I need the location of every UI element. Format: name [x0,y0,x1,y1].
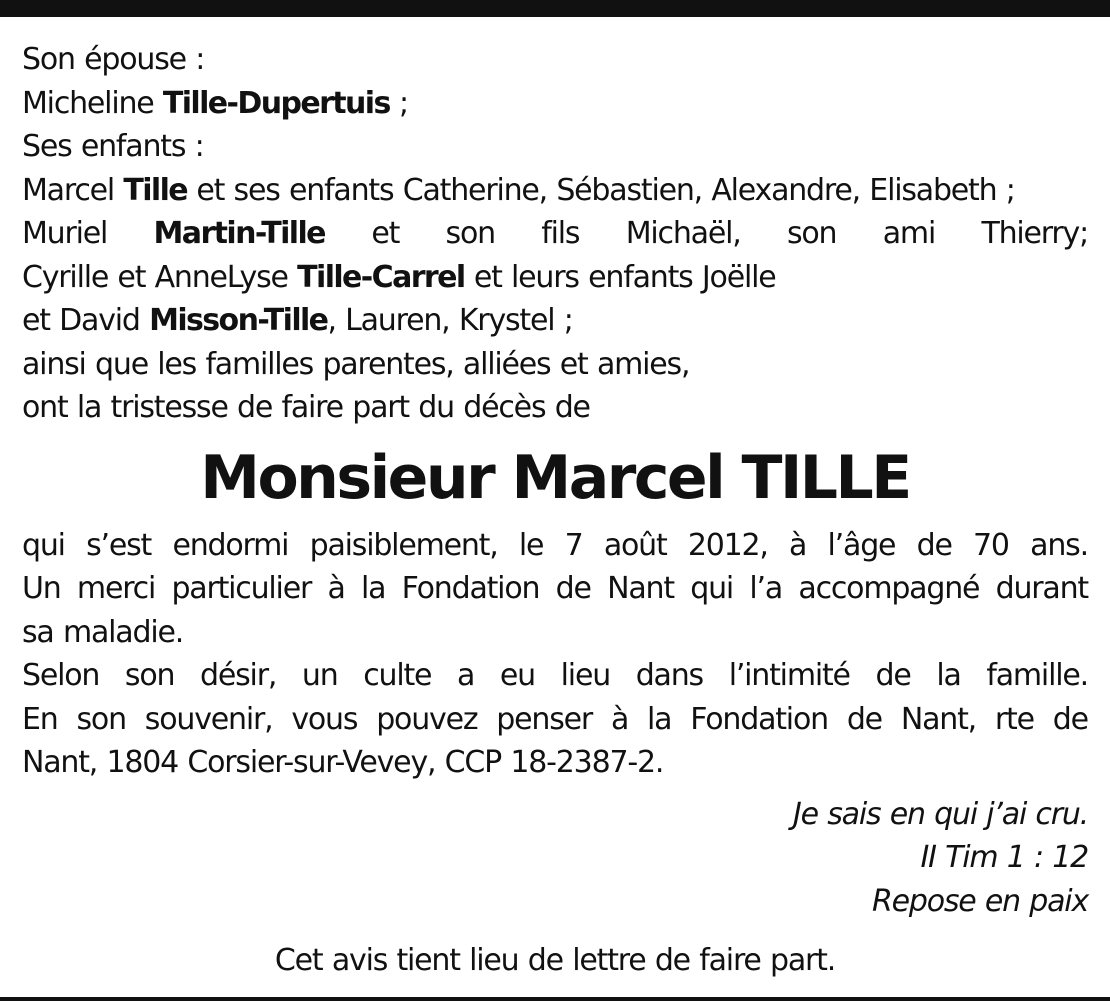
child-surname: Misson-Tille [149,303,328,338]
word: qui [22,527,65,563]
paragraph-line-6: Nant, 1804 Corsier-sur-Vevey, CCP 18-2387-2. [22,745,664,780]
child-surname: Tille [123,172,188,208]
word: son [124,658,175,693]
paragraph-line-1 [22,524,1088,568]
word: Michaël, [625,216,741,251]
word: culte [363,658,432,693]
word: à [610,701,629,737]
child-line-marcel [22,169,1088,213]
bottom-border-rule [0,997,1110,1001]
word: Nant, [900,701,976,737]
word: la [936,658,961,693]
child-first-name: Cyrille et AnneLyse [22,259,298,295]
word: accompagné [798,571,980,606]
child-line-muriel [22,212,1088,256]
paragraph-line-3: sa maladie. [22,614,184,650]
families-line: ainsi que les familles parentes, alliées et amies, [22,346,690,382]
word: l’âge [827,527,896,563]
word: lieu [560,658,611,693]
word: En [22,701,58,737]
word: Fondation [690,701,828,737]
word: Fondation [401,571,540,606]
word: endormi [172,527,289,563]
word: 2012, [687,527,768,563]
bible-reference: II Tim 1 : 12 [920,840,1088,875]
word: dans [635,658,703,693]
obituary-notice [22,38,1088,983]
word: fils [541,216,580,251]
child-line-david [22,299,1088,343]
child-surname: Martin-Tille [153,216,325,251]
word: s’est [86,527,152,563]
word: paisiblement, [309,527,498,563]
word: ans. [1030,527,1088,563]
child-first-name: et David [22,303,150,338]
word: famille. [986,658,1088,693]
word: de [555,571,591,606]
announcement-line: ont la tristesse de faire part du décès de [22,390,590,425]
word: de [846,701,882,737]
word: vous [291,701,358,737]
paragraph-line-5 [22,698,1088,742]
word: rte [994,701,1034,737]
word: Selon [22,658,100,693]
child-family: et leurs enfants Joëlle [464,259,776,295]
bible-verse: Je sais en qui j’ai cru. [793,796,1088,832]
word: pouvez [376,701,478,737]
paragraph-line-2 [22,567,1088,611]
word: souvenir, [144,701,273,737]
word: à [789,527,807,563]
rest-in-peace: Repose en paix [871,883,1088,919]
word: Thierry; [981,216,1088,251]
word: a [457,658,475,693]
spouse-heading: Son épouse : [22,42,205,77]
word: de [1052,701,1088,737]
word: à [327,571,345,606]
word: Un [22,571,61,606]
children-heading: Ses enfants : [22,129,204,164]
child-family: et ses enfants Catherine, Sébastien, Alexandre, Elisabeth ; [187,172,1015,208]
word: 7 [564,527,583,563]
word: son [445,216,495,251]
word: 70 [973,527,1009,563]
word: la [360,571,386,606]
word: merci [76,571,156,606]
paragraph-line-4 [22,654,1088,698]
deceased-name: Monsieur Marcel TILLE [200,442,910,513]
word: désir, [200,658,277,693]
word: eu [499,658,535,693]
spouse-punct: ; [389,85,408,121]
word: particulier [171,571,312,606]
spouse-line [22,82,1088,126]
word: un [301,658,338,693]
word: ami [882,216,936,251]
word: Muriel [22,216,108,251]
child-surname: Tille-Carrel [297,259,465,295]
word: de [875,658,911,693]
top-border-rule [0,0,1110,17]
word: août [603,527,667,563]
word: penser [496,701,593,737]
word: son [76,701,126,737]
word: Nant [607,571,674,606]
spouse-first-name: Micheline [22,85,163,121]
word: son [786,216,837,251]
word: de [916,527,952,563]
word: le [518,527,544,563]
spouse-surname: Tille-Dupertuis [162,85,390,121]
word: qui [690,571,734,606]
word: la [647,701,672,737]
word: l’a [749,571,783,606]
word: durant [995,571,1088,606]
word: et [371,216,400,251]
child-family: , Lauren, Krystel ; [327,303,573,338]
child-first-name: Marcel [22,172,124,208]
child-line-cyrille [22,256,1088,300]
word: l’intimité [728,658,850,693]
notice-footer: Cet avis tient lieu de lettre de faire part. [274,943,836,978]
